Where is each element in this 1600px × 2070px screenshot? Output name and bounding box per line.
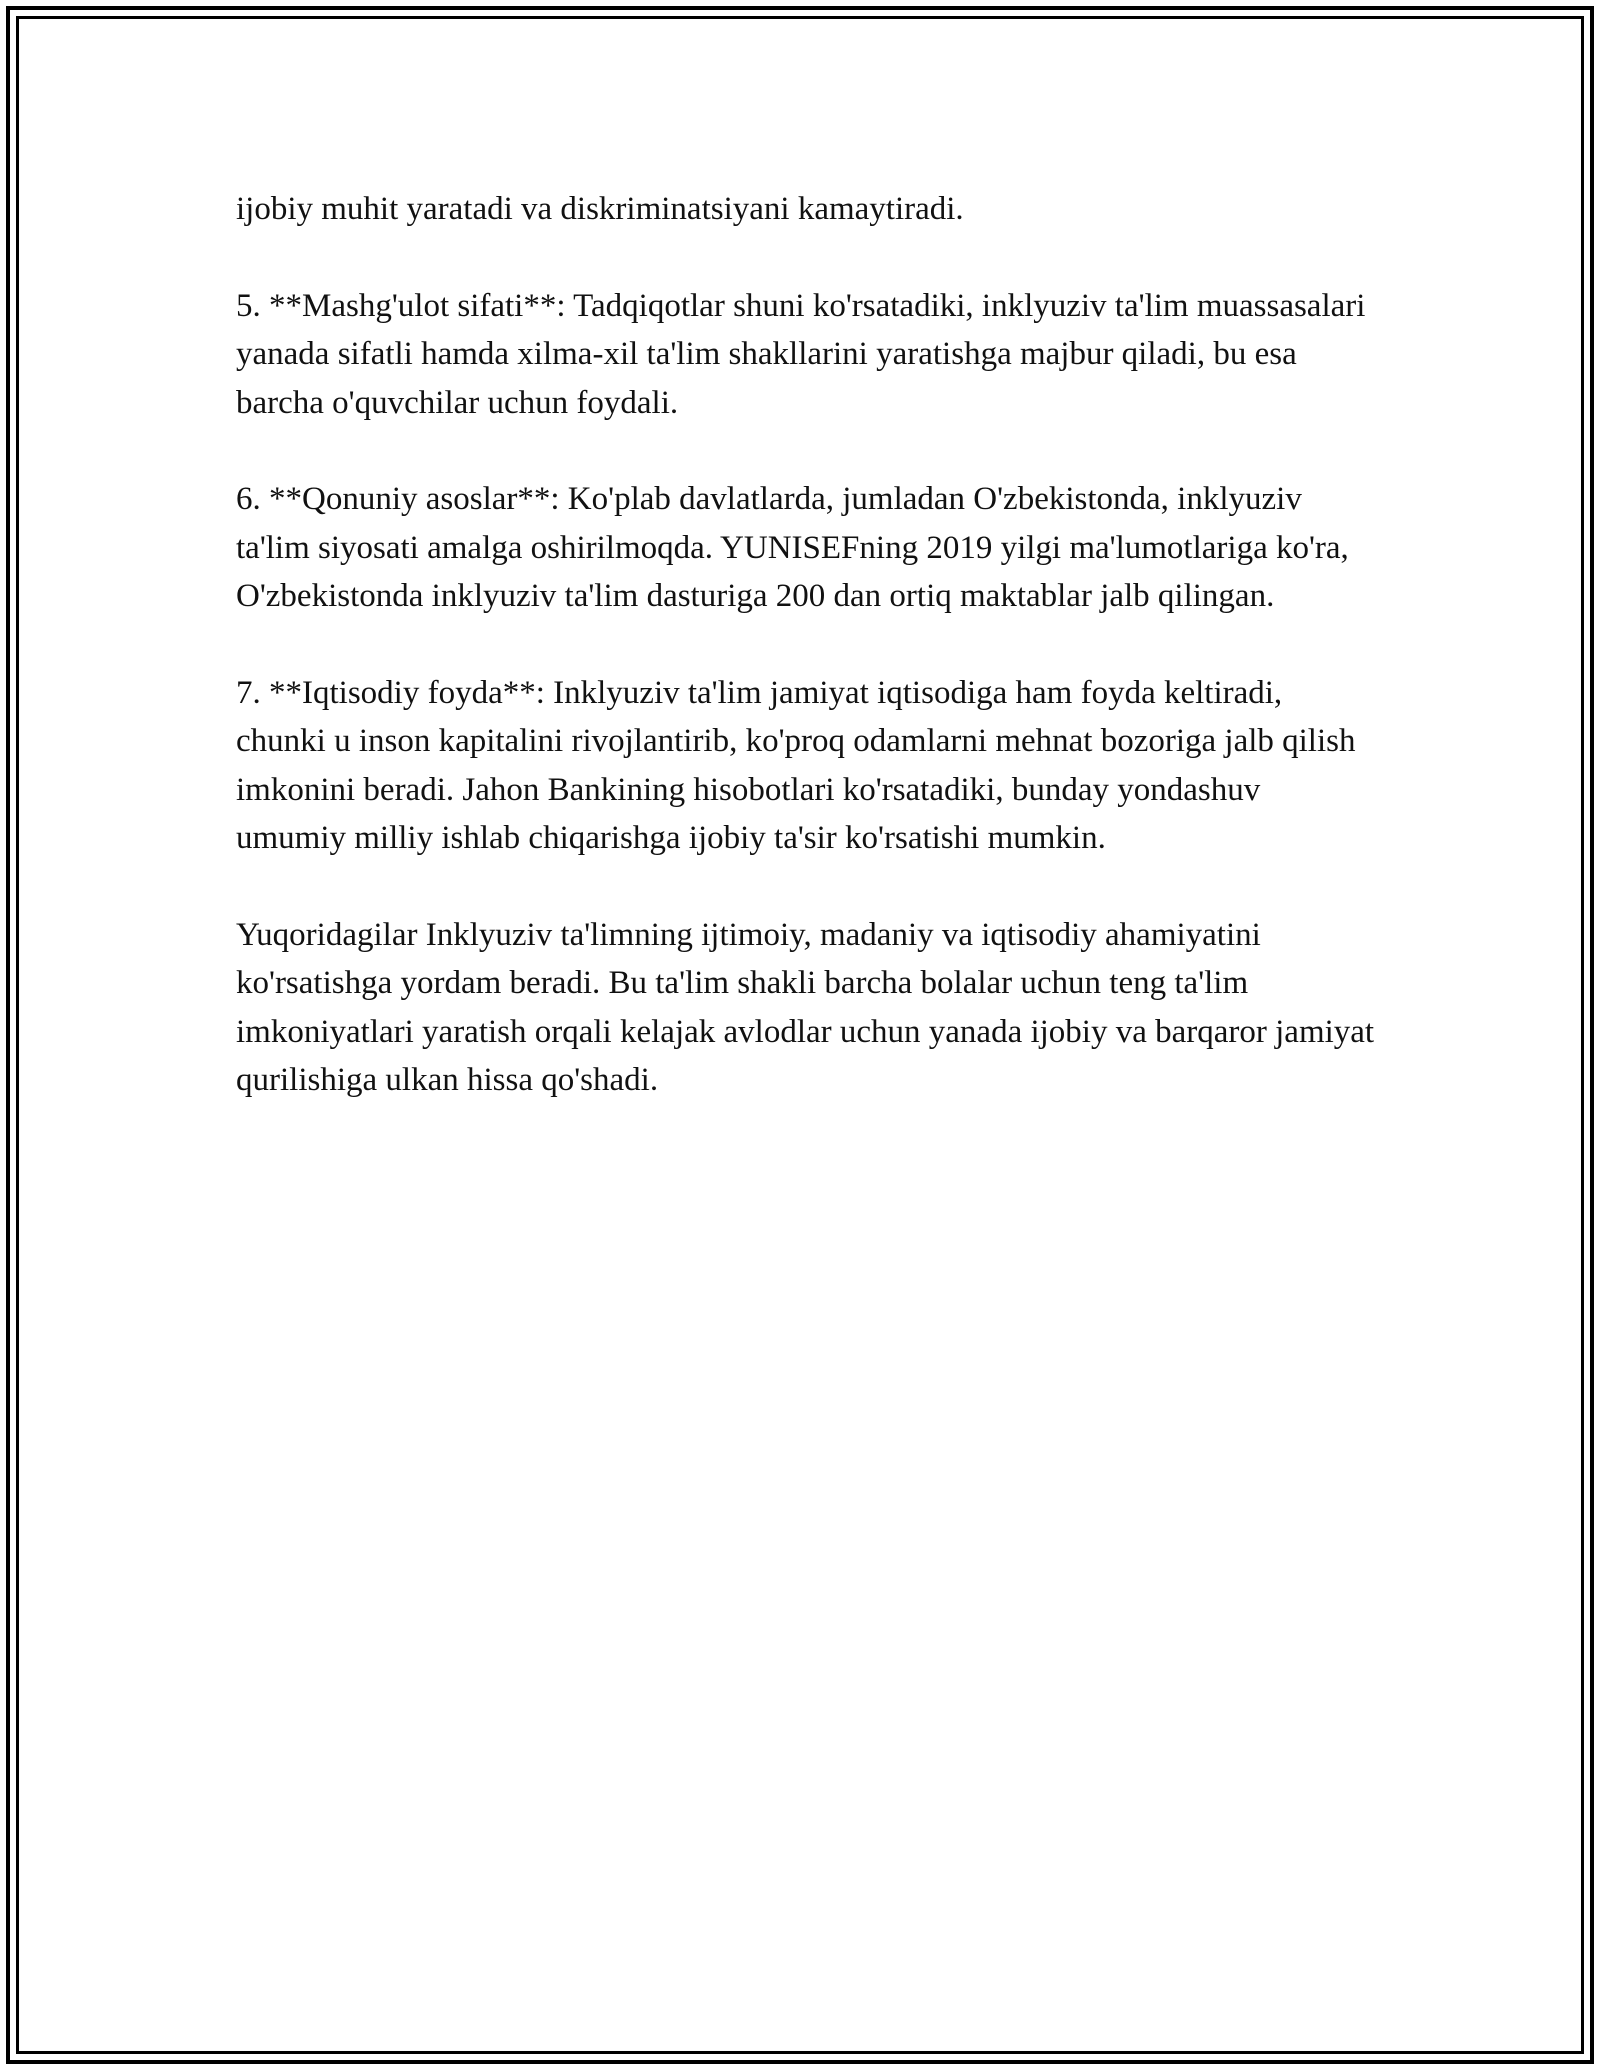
paragraph-item-6: 6. **Qonuniy asoslar**: Ko'plab davlatlarda, jumladan O'zbekistonda, inklyuziv ta'lim siyosati amalga oshirilmoqda. YUNISEFning 2019 yilgi ma'lumotlariga ko'ra, O'zbekistonda inklyuziv ta'lim dasturiga 200 dan ortiq maktablar jalb qilingan.: [236, 481, 1349, 614]
paragraph-item-7: 7. **Iqtisodiy foyda**: Inklyuziv ta'lim jamiyat iqtisodiga ham foyda keltiradi, chunki u inson kapitalini rivojlantirib, ko'proq odamlarni mehnat bozoriga jalb qilish imkonini beradi. Jahon Bankining hisobotlari ko'rsatadiki, bunday yondashuv umumiy milliy ishlab chiqarishga ijobiy ta'sir ko'rsatishi mumkin.: [236, 674, 1356, 856]
document-body: [236, 185, 1376, 1153]
paragraph-conclusion: Yuqoridagilar Inklyuziv ta'limning ijtimoiy, madaniy va iqtisodiy ahamiyatini ko'rsatishga yordam beradi. Bu ta'lim shakli barcha bolalar uchun teng ta'lim imkoniyatlari yaratish orqali kelajak avlodlar uchun yanada ijobiy va barqaror jamiyat qurilishiga ulkan hissa qo'shadi.: [236, 916, 1375, 1098]
paragraph-item-5: 5. **Mashg'ulot sifati**: Tadqiqotlar shuni ko'rsatadiki, inklyuziv ta'lim muassasalari yanada sifatli hamda xilma-xil ta'lim shakllarini yaratishga majbur qiladi, bu esa barcha o'quvchilar uchun foydali.: [236, 287, 1366, 421]
paragraph-intro-continuation: ijobiy muhit yaratadi va diskriminatsiyani kamaytiradi.: [236, 191, 964, 227]
